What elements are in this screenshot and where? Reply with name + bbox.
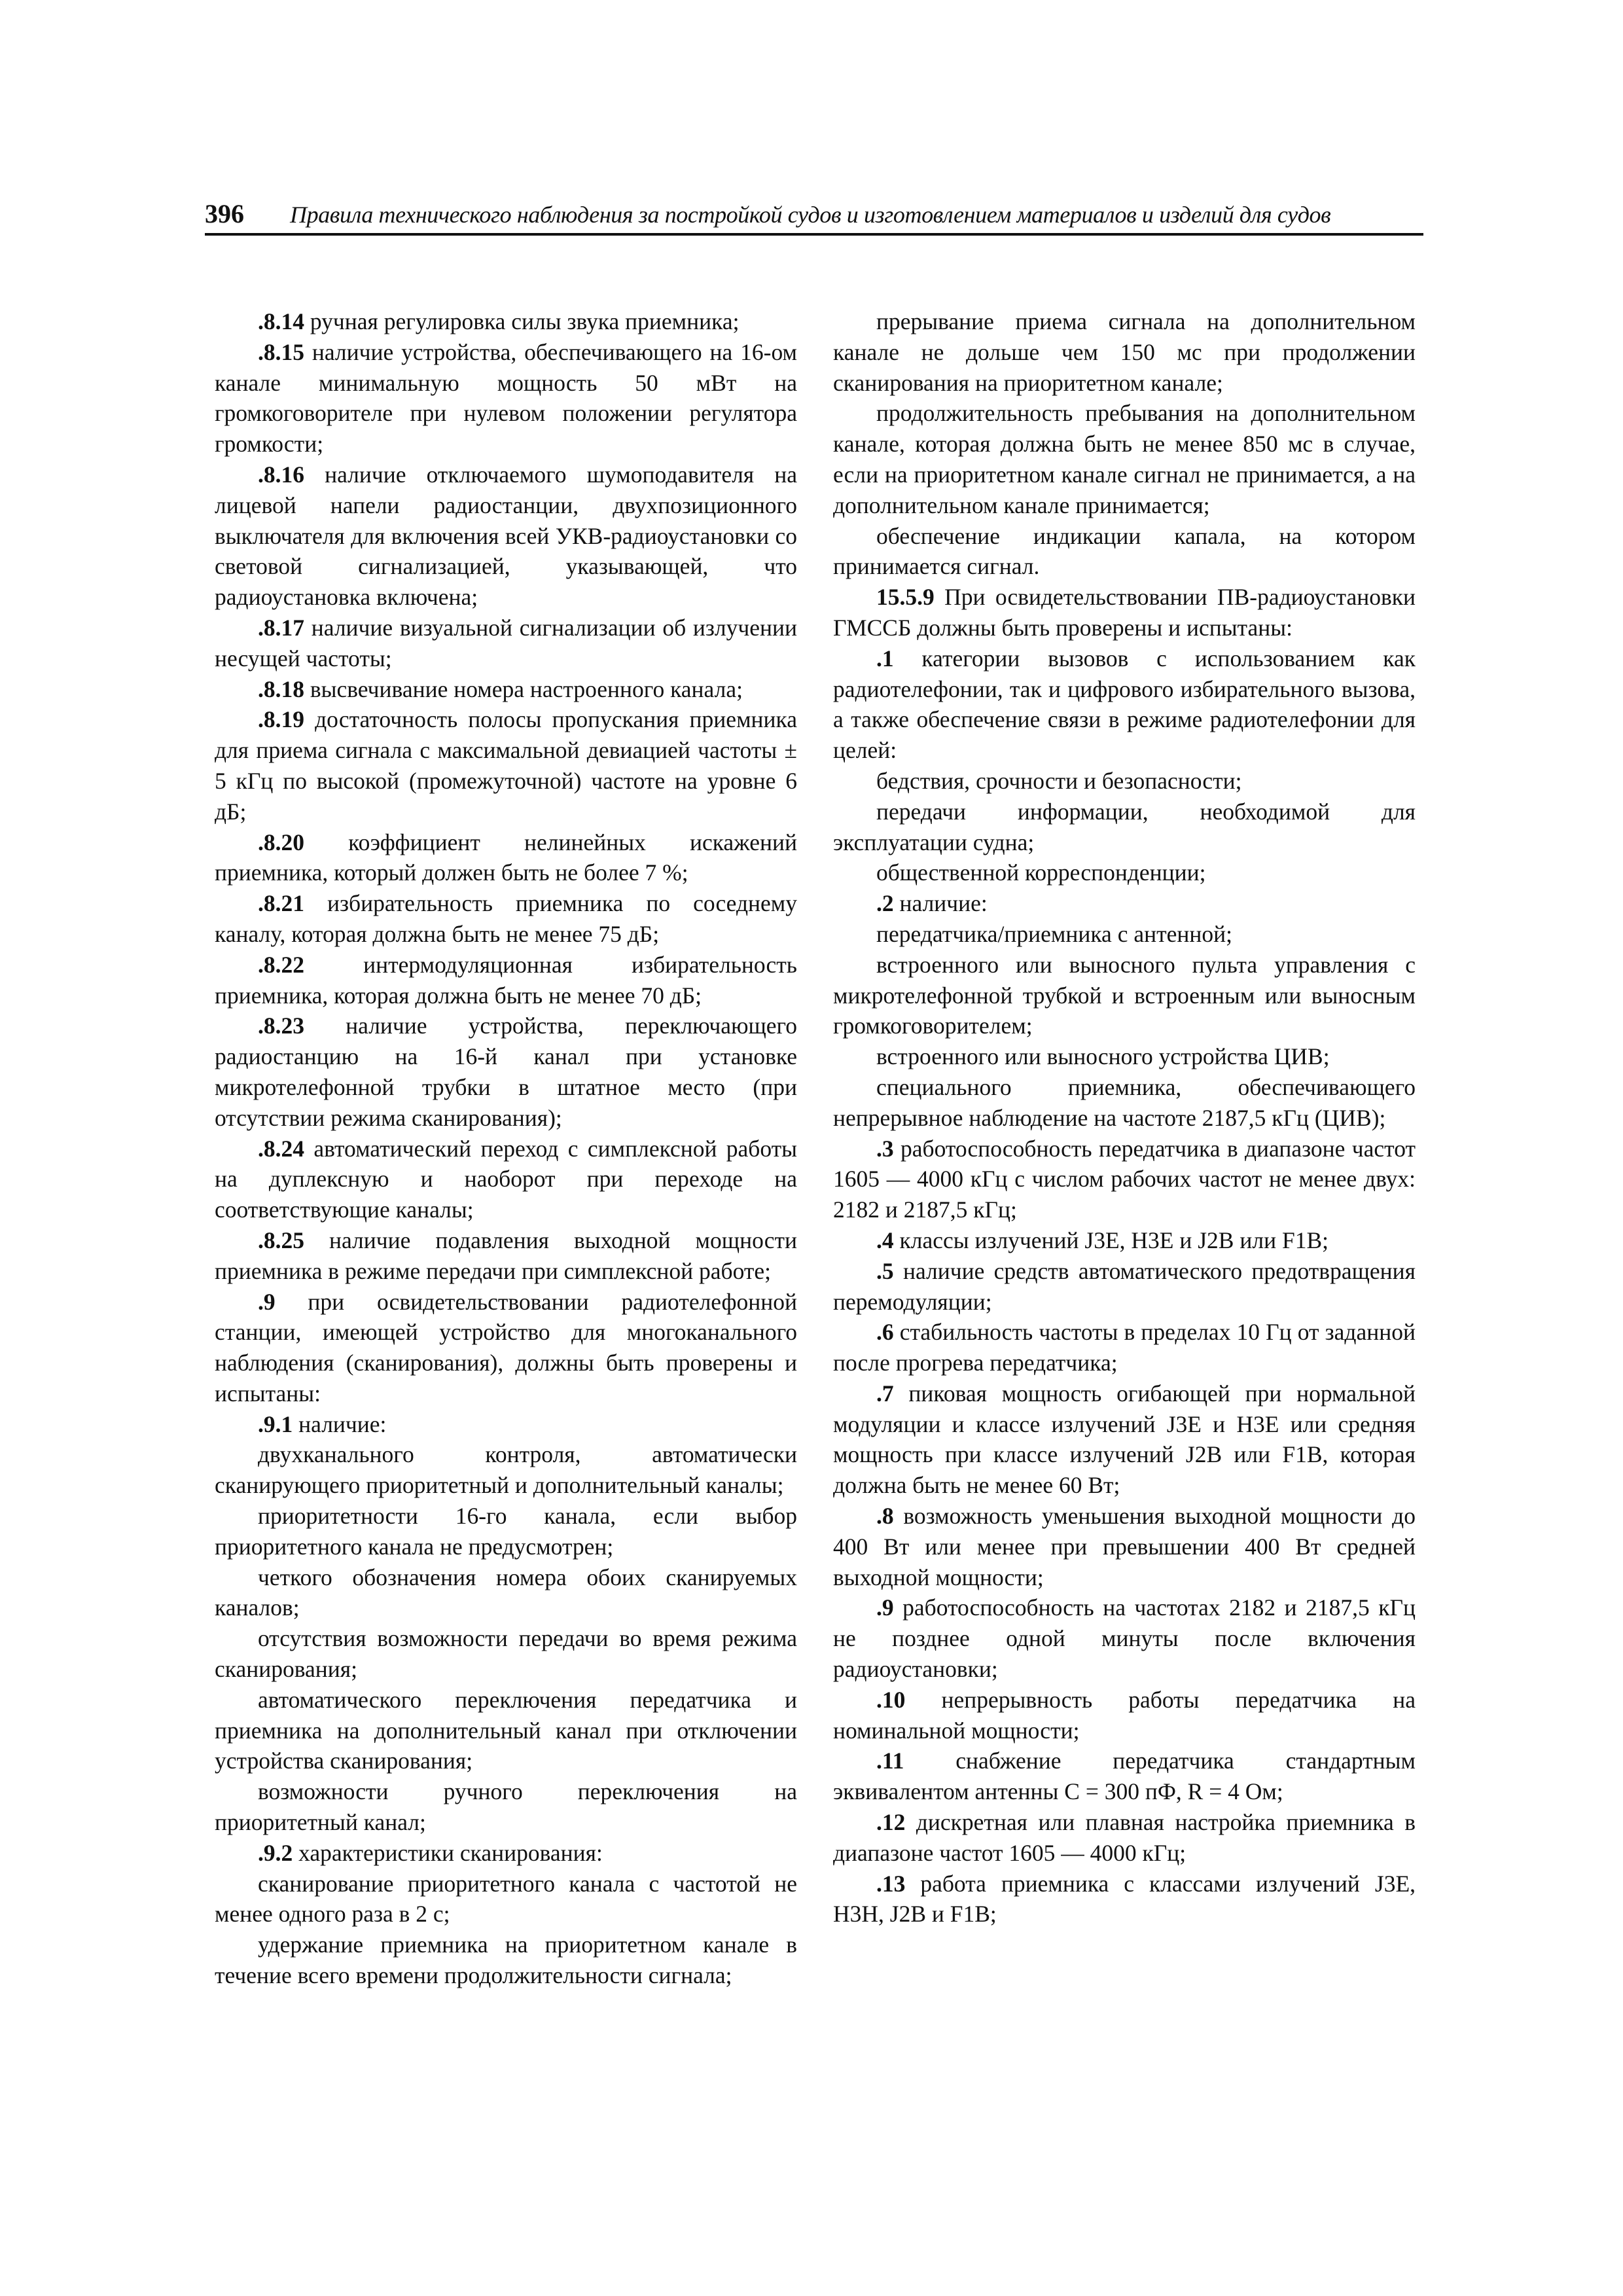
clause-number: .8.15	[258, 338, 304, 365]
clause-number: 15.5.9	[876, 584, 935, 611]
clause-number: .8.17	[258, 614, 304, 641]
clause-number: .9.1	[258, 1410, 293, 1437]
clause-number: .13	[876, 1870, 906, 1897]
paragraph	[833, 582, 1416, 643]
clause-number: .8.21	[258, 890, 304, 917]
paragraph-text: приоритетности 16-го канала, если выбор приоритетного канала не предусмотрен;	[215, 1503, 797, 1560]
paragraph-text: ручная регулировка силы звука приемника;	[304, 308, 740, 334]
paragraph	[833, 888, 1416, 919]
paragraph	[215, 1287, 797, 1409]
clause-number: .8	[876, 1503, 894, 1530]
paragraph-text: дискретная или плавная настройка приемника в диапазоне частот 1605 — 4000 кГц;	[833, 1809, 1416, 1866]
paragraph	[833, 1225, 1416, 1256]
paragraph	[215, 827, 797, 889]
paragraph-text: сканирование приоритетного канала с частотой не менее одного раза в 2 с;	[215, 1870, 797, 1928]
paragraph-text: снабжение передатчика стандартным эквивалентом антенны C = 300 пФ, R = 4 Ом;	[833, 1748, 1416, 1805]
paragraph	[833, 797, 1416, 858]
paragraph-text: работоспособность передатчика в диапазоне частот 1605 — 4000 кГц с числом рабочих частот не менее двух: 2182 и 2187,5 кГц;	[833, 1135, 1416, 1223]
paragraph	[833, 766, 1416, 797]
paragraph	[215, 1623, 797, 1685]
paragraph	[833, 950, 1416, 1041]
paragraph	[833, 521, 1416, 583]
paragraph	[215, 704, 797, 827]
paragraph-text: наличие:	[293, 1410, 387, 1437]
paragraph	[215, 306, 797, 337]
paragraph-text: достаточность полосы пропускания приемника для приема сигнала с максимальной девиацией частоты ± 5 кГц по высокой (промежуточной) частоте на уровне 6 дБ;	[215, 706, 797, 825]
page-header	[205, 198, 1423, 236]
clause-number: .8.23	[258, 1013, 304, 1039]
paragraph	[215, 950, 797, 1011]
page-number: 396	[205, 199, 244, 228]
paragraph-text: пиковая мощность огибающей при нормальной модуляции и классе излучений J3E и H3E или средняя мощность при классе излучений J2B или F1B, которая должна быть не менее 60 Вт;	[833, 1380, 1416, 1499]
clause-number: .9.2	[258, 1839, 293, 1866]
clause-number: .1	[876, 645, 894, 672]
paragraph	[215, 674, 797, 705]
paragraph	[215, 1011, 797, 1133]
paragraph	[215, 1439, 797, 1501]
paragraph-text: отсутствия возможности передачи во время режима сканирования;	[215, 1625, 797, 1683]
paragraph	[833, 1378, 1416, 1501]
clause-number: .9	[876, 1594, 894, 1621]
paragraph-text: наличие средств автоматического предотвращения перемодуляции;	[833, 1257, 1416, 1315]
paragraph-text: коэффициент нелинейных искажений приемника, который должен быть не более 7 %;	[215, 829, 797, 886]
paragraph	[833, 1592, 1416, 1684]
paragraph	[833, 1256, 1416, 1318]
paragraph-text: работоспособность на частотах 2182 и 2187,5 кГц не позднее одной минуты после включения радиоустановки;	[833, 1594, 1416, 1683]
paragraph-text: удержание приемника на приоритетном канале в течение всего времени продолжительности сигнала;	[215, 1931, 797, 1989]
paragraph	[215, 1501, 797, 1562]
clause-number: .2	[876, 890, 894, 917]
clause-number: .9	[258, 1288, 276, 1315]
clause-number: .8.22	[258, 951, 304, 978]
paragraph	[833, 857, 1416, 888]
paragraph	[833, 1807, 1416, 1869]
left-column	[215, 306, 797, 1991]
paragraph	[215, 1134, 797, 1225]
clause-number: .7	[876, 1380, 894, 1407]
paragraph	[833, 919, 1416, 950]
clause-number: .12	[876, 1809, 906, 1836]
clause-number: .5	[876, 1257, 894, 1284]
paragraph-text: классы излучений J3E, H3E и J2B или F1B;	[893, 1227, 1329, 1253]
clause-number: .10	[876, 1686, 906, 1713]
paragraph	[215, 1869, 797, 1930]
paragraph	[215, 613, 797, 674]
clause-number: .4	[876, 1227, 894, 1253]
paragraph	[215, 337, 797, 459]
paragraph-text: при освидетельствовании радиотелефонной станции, имеющей устройство для многоканального наблюдения (сканирования), должны быть проверены и испытаны:	[215, 1288, 797, 1407]
clause-number: .3	[876, 1135, 894, 1162]
paragraph-text: наличие устройства, обеспечивающего на 16-ом канале минимальную мощность 50 мВт на громкоговорителе при нулевом положении регулятора громкости;	[215, 338, 797, 457]
paragraph	[833, 1041, 1416, 1072]
paragraph-text: специального приемника, обеспечивающего непрерывное наблюдение на частоте 2187,5 кГц (ЦИВ);	[833, 1073, 1416, 1131]
paragraph	[215, 1685, 797, 1776]
clause-number: .11	[876, 1748, 904, 1774]
paragraph	[215, 459, 797, 613]
paragraph	[833, 1501, 1416, 1592]
clause-number: .8.16	[258, 461, 304, 488]
paragraph	[215, 1838, 797, 1869]
paragraph-text: встроенного или выносного пульта управления с микротелефонной трубкой и встроенным или выносным громкоговорителем;	[833, 951, 1416, 1039]
clause-number: .8.18	[258, 675, 304, 702]
running-title: Правила технического наблюдения за постройкой судов и изготовлением материалов и изделий для судов	[290, 202, 1331, 228]
paragraph-text: избирательность приемника по соседнему каналу, которая должна быть не менее 75 дБ;	[215, 890, 797, 947]
paragraph	[833, 306, 1416, 398]
paragraph-text: автоматический переход с симплексной работы на дуплексную и наоборот при переходе на соответствующие каналы;	[215, 1135, 797, 1223]
paragraph-text: категории вызовов с использованием как радиотелефонии, так и цифрового избирательного вызова, а также обеспечение связи в режиме радиотелефонии для целей:	[833, 645, 1416, 764]
paragraph	[833, 1317, 1416, 1378]
paragraph-text: наличие визуальной сигнализации об излучении несущей частоты;	[215, 614, 797, 672]
paragraph	[215, 1562, 797, 1624]
paragraph-text: наличие:	[893, 890, 988, 917]
paragraph-text: двухканального контроля, автоматически сканирующего приоритетный и дополнительный каналы;	[215, 1441, 797, 1499]
paragraph	[833, 1869, 1416, 1930]
paragraph-text: четкого обозначения номера обоих сканируемых каналов;	[215, 1564, 797, 1621]
paragraph-text: встроенного или выносного устройства ЦИВ;	[876, 1043, 1330, 1070]
paragraph-text: характеристики сканирования:	[293, 1839, 603, 1866]
paragraph	[215, 888, 797, 950]
paragraph-text: работа приемника с классами излучений J3E, H3H, J2B и F1B;	[833, 1870, 1416, 1928]
right-column	[833, 306, 1416, 1929]
paragraph	[215, 1776, 797, 1838]
clause-number: .8.14	[258, 308, 304, 334]
paragraph-text: наличие устройства, переключающего радиостанцию на 16-й канал при установке микротелефонной трубки в штатное место (при отсутствии режима сканирования);	[215, 1013, 797, 1131]
paragraph	[833, 1685, 1416, 1746]
clause-number: .8.20	[258, 829, 304, 855]
paragraph-text: обеспечение индикации капала, на котором принимается сигнал.	[833, 522, 1416, 580]
paragraph-text: высвечивание номера настроенного канала;	[304, 675, 743, 702]
paragraph-text: наличие подавления выходной мощности приемника в режиме передачи при симплексной работе;	[215, 1227, 797, 1284]
clause-number: .8.25	[258, 1227, 304, 1253]
paragraph-text: передачи информации, необходимой для эксплуатации судна;	[833, 798, 1416, 855]
paragraph	[215, 1409, 797, 1440]
paragraph-text: продолжительность пребывания на дополнительном канале, которая должна быть не менее 850 мс в случае, если на приоритетном канале сигнал не принимается, а на дополнительном канале принимается;	[833, 400, 1416, 518]
paragraph-text: возможности ручного переключения на приоритетный канал;	[215, 1778, 797, 1836]
clause-number: .6	[876, 1319, 894, 1346]
paragraph	[833, 398, 1416, 520]
paragraph	[833, 1134, 1416, 1225]
paragraph-text: При освидетельствовании ПВ-радиоустановки ГМССБ должны быть проверены и испытаны:	[833, 584, 1416, 641]
paragraph	[833, 1072, 1416, 1134]
paragraph	[215, 1929, 797, 1991]
paragraph	[833, 643, 1416, 766]
paragraph-text: возможность уменьшения выходной мощности до 400 Вт или менее при превышении 400 Вт средней выходной мощности;	[833, 1503, 1416, 1590]
paragraph-text: автоматического переключения передатчика и приемника на дополнительный канал при отключении устройства сканирования;	[215, 1686, 797, 1774]
paragraph-text: наличие отключаемого шумоподавителя на лицевой напели радиостанции, двухпозиционного выключателя для включения всей УКВ-радиоустановки со световой сигнализацией, указывающей, что радиоустановка включена;	[215, 461, 797, 611]
paragraph-text: стабильность частоты в пределах 10 Гц от заданной после прогрева передатчика;	[833, 1319, 1416, 1376]
clause-number: .8.19	[258, 706, 304, 733]
paragraph-text: бедствия, срочности и безопасности;	[876, 767, 1242, 794]
paragraph-text: интермодуляционная избирательность приемника, которая должна быть не менее 70 дБ;	[215, 951, 797, 1009]
clause-number: .8.24	[258, 1135, 304, 1162]
paragraph-text: передатчика/приемника с антенной;	[876, 920, 1232, 947]
paragraph-text: общественной корреспонденции;	[876, 859, 1206, 886]
paragraph	[215, 1225, 797, 1287]
paragraph-text: прерывание приема сигнала на дополнительном канале не дольше чем 150 мс при продолжении сканирования на приоритетном канале;	[833, 308, 1416, 396]
paragraph	[833, 1746, 1416, 1807]
paragraph-text: непрерывность работы передатчика на номинальной мощности;	[833, 1686, 1416, 1744]
